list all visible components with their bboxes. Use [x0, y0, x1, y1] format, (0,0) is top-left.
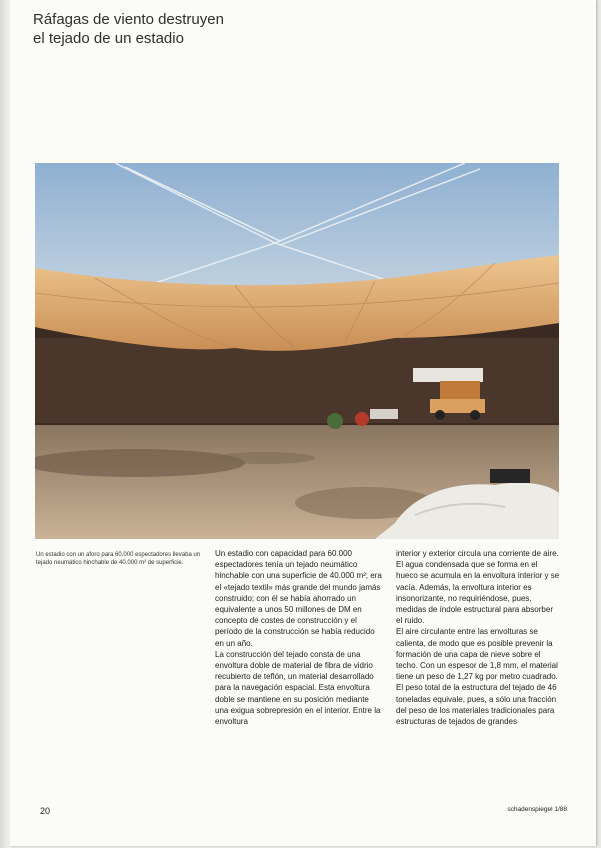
- page-number: 20: [40, 806, 51, 816]
- paragraph: El aire circulante entre las envolturas se calienta, de modo que es posible prevenir la formación de una capa de nieve sobre el techo. Con un espesor de 1,8 mm, el material tiene un peso de 1,27 kg por metro cuadrado. El peso total de la estructura del tejado de 46 toneladas equivale, pues, a sólo una fracción del peso de los materiales tradicionales para estructuras de tejados de grandes: [396, 627, 558, 727]
- stadium-photo-illustration: [35, 163, 559, 539]
- stadium-photo: [35, 163, 559, 539]
- article-title: [33, 10, 353, 48]
- paragraph: interior y exterior circula una corriente de aire. El agua condensada que se forma en el hueco se acumula en la envoltura interior y se vacía. Además, la envoltura interior es insonorizante, no requiriéndose, pues, medidas de índole estructural para absorber el ruido.: [396, 549, 560, 626]
- paragraph: La construcción del tejado consta de una envoltura doble de material de fibra de vidrio recubierto de teflón, un material desarrollado para la navegación espacial. Esta envoltura doble se mantiene en su posición mediante una exigua sobrepresión en el interior. Entre la envoltura: [215, 649, 381, 727]
- body-column-1: [215, 548, 383, 727]
- journal-issue: schadenspiegel 1/88: [507, 806, 567, 813]
- figure-caption: Un estadio con un aforo para 60.000 espectadores llevaba un tejado neumático hinchable de 40.000 m² de superficie.: [36, 552, 201, 566]
- title-line-2: el tejado de un estadio: [33, 30, 184, 47]
- title-line-1: Ráfagas de viento destruyen: [33, 11, 224, 28]
- paragraph: Un estadio con capacidad para 60.000 espectadores tenía un tejado neumático hinchable con una superficie de 40.000 m²; era el «tejado textil» más grande del mundo jamás construido; con él se había ahorrado un equivalente a unos 50 millones de DM en concepto de costes de construcción y el período de la construcción se había reducido en un año.: [215, 549, 382, 648]
- body-column-2: [396, 548, 560, 727]
- binding-edge: [0, 0, 10, 848]
